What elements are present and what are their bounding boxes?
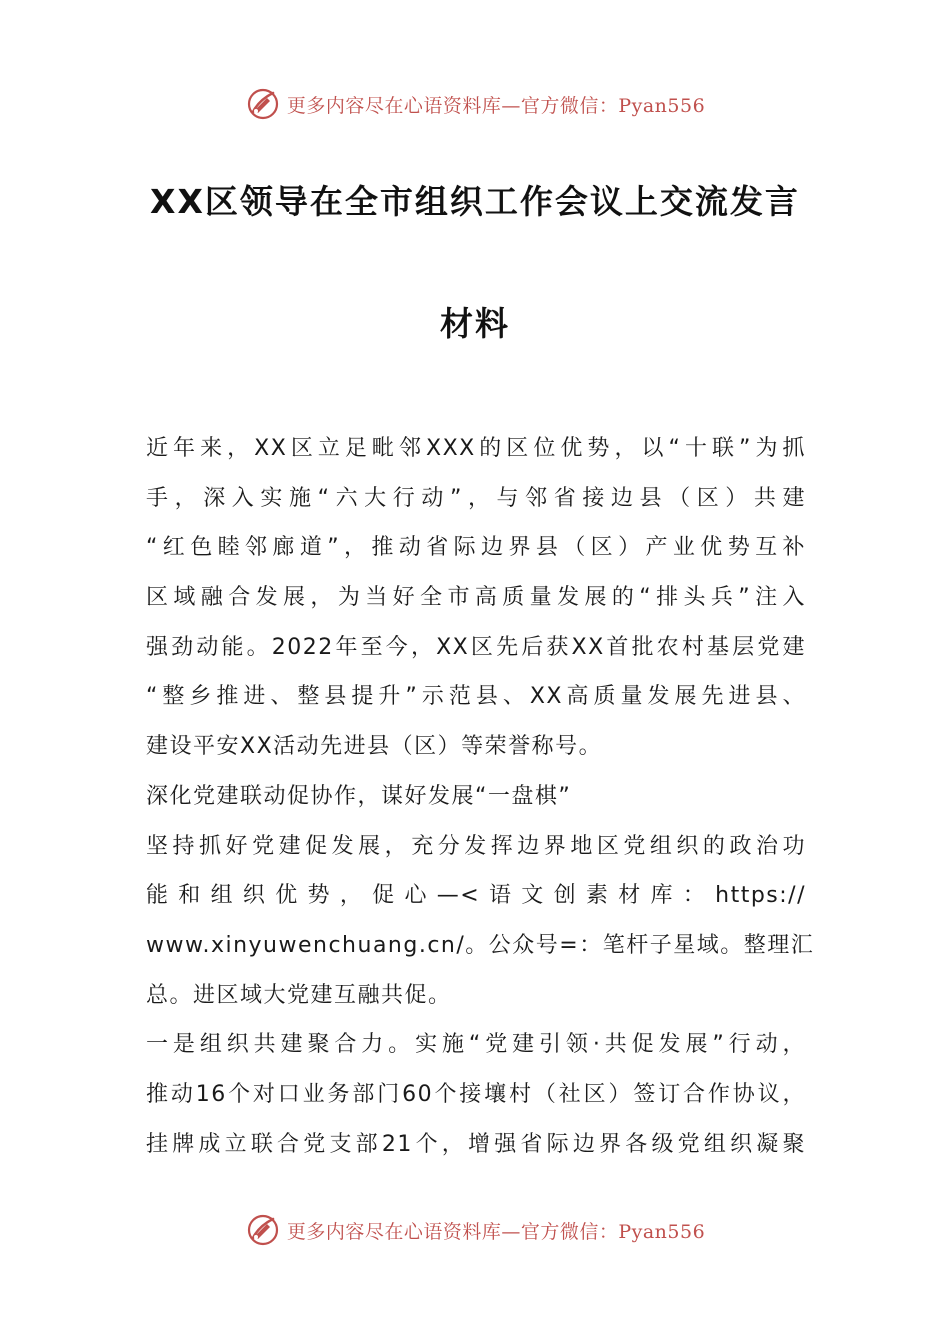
body-line: 手，深入实施“六大行动”，与邻省接边县（区）共建 (146, 485, 806, 511)
body-line: “整乡推进、整县提升”示范县、XX高质量发展先进县、 (146, 684, 806, 710)
body-line: “红色睦邻廊道”，推动省际边界县（区）产业优势互补 (146, 535, 806, 561)
watermark-sub-text: —官方微信：Pyan556 (501, 94, 706, 117)
body-line: 推动16个对口业务部门60个接壤村（社区）签订合作协议， (146, 1081, 806, 1107)
body-line: 总。进区域大党建互融共促。 (146, 982, 452, 1008)
body-line: 一是组织共建聚合力。实施“党建引领·共促发展”行动， (146, 1032, 806, 1058)
document-body (146, 424, 815, 1169)
document-title: XX区领导在全市组织工作会议上交流发言 (150, 182, 800, 221)
pen-swirl-logo-icon (245, 86, 281, 122)
body-line: 挂牌成立联合党支部21个，增强省际边界各级党组织凝聚 (146, 1131, 806, 1157)
body-line: 强劲动能。2022年至今，XX区先后获XX首批农村基层党建 (146, 634, 806, 660)
watermark-sub-text: —官方微信：Pyan556 (501, 1220, 706, 1243)
document-title-continued: 材料 (440, 304, 510, 343)
pen-swirl-logo-icon (245, 1212, 281, 1248)
section-heading: 深化党建联动促协作，谋好发展“一盘棋” (146, 783, 572, 809)
watermark-main-text: 更多内容尽在心语资料库 (286, 1220, 502, 1243)
header-watermark (0, 84, 950, 124)
body-line: 能和组织优势，促心—<语文创素材库：https:// (146, 883, 806, 909)
watermark-main-text: 更多内容尽在心语资料库 (286, 94, 502, 117)
body-line: 坚持抓好党建促发展，充分发挥边界地区党组织的政治功 (146, 833, 806, 859)
watermark-text (287, 1217, 705, 1244)
footer-watermark (0, 1210, 950, 1250)
body-line: 建设平安XX活动先进县（区）等荣誉称号。 (146, 734, 603, 760)
body-line: www.xinyuwenchuang.cn/。公众号=：笔杆子星域。整理汇 (146, 932, 815, 958)
body-line: 区域融合发展，为当好全市高质量发展的“排头兵”注入 (146, 585, 806, 611)
body-line: 近年来，XX区立足毗邻XXX的区位优势，以“十联”为抓 (146, 436, 806, 461)
watermark-text (287, 91, 705, 118)
